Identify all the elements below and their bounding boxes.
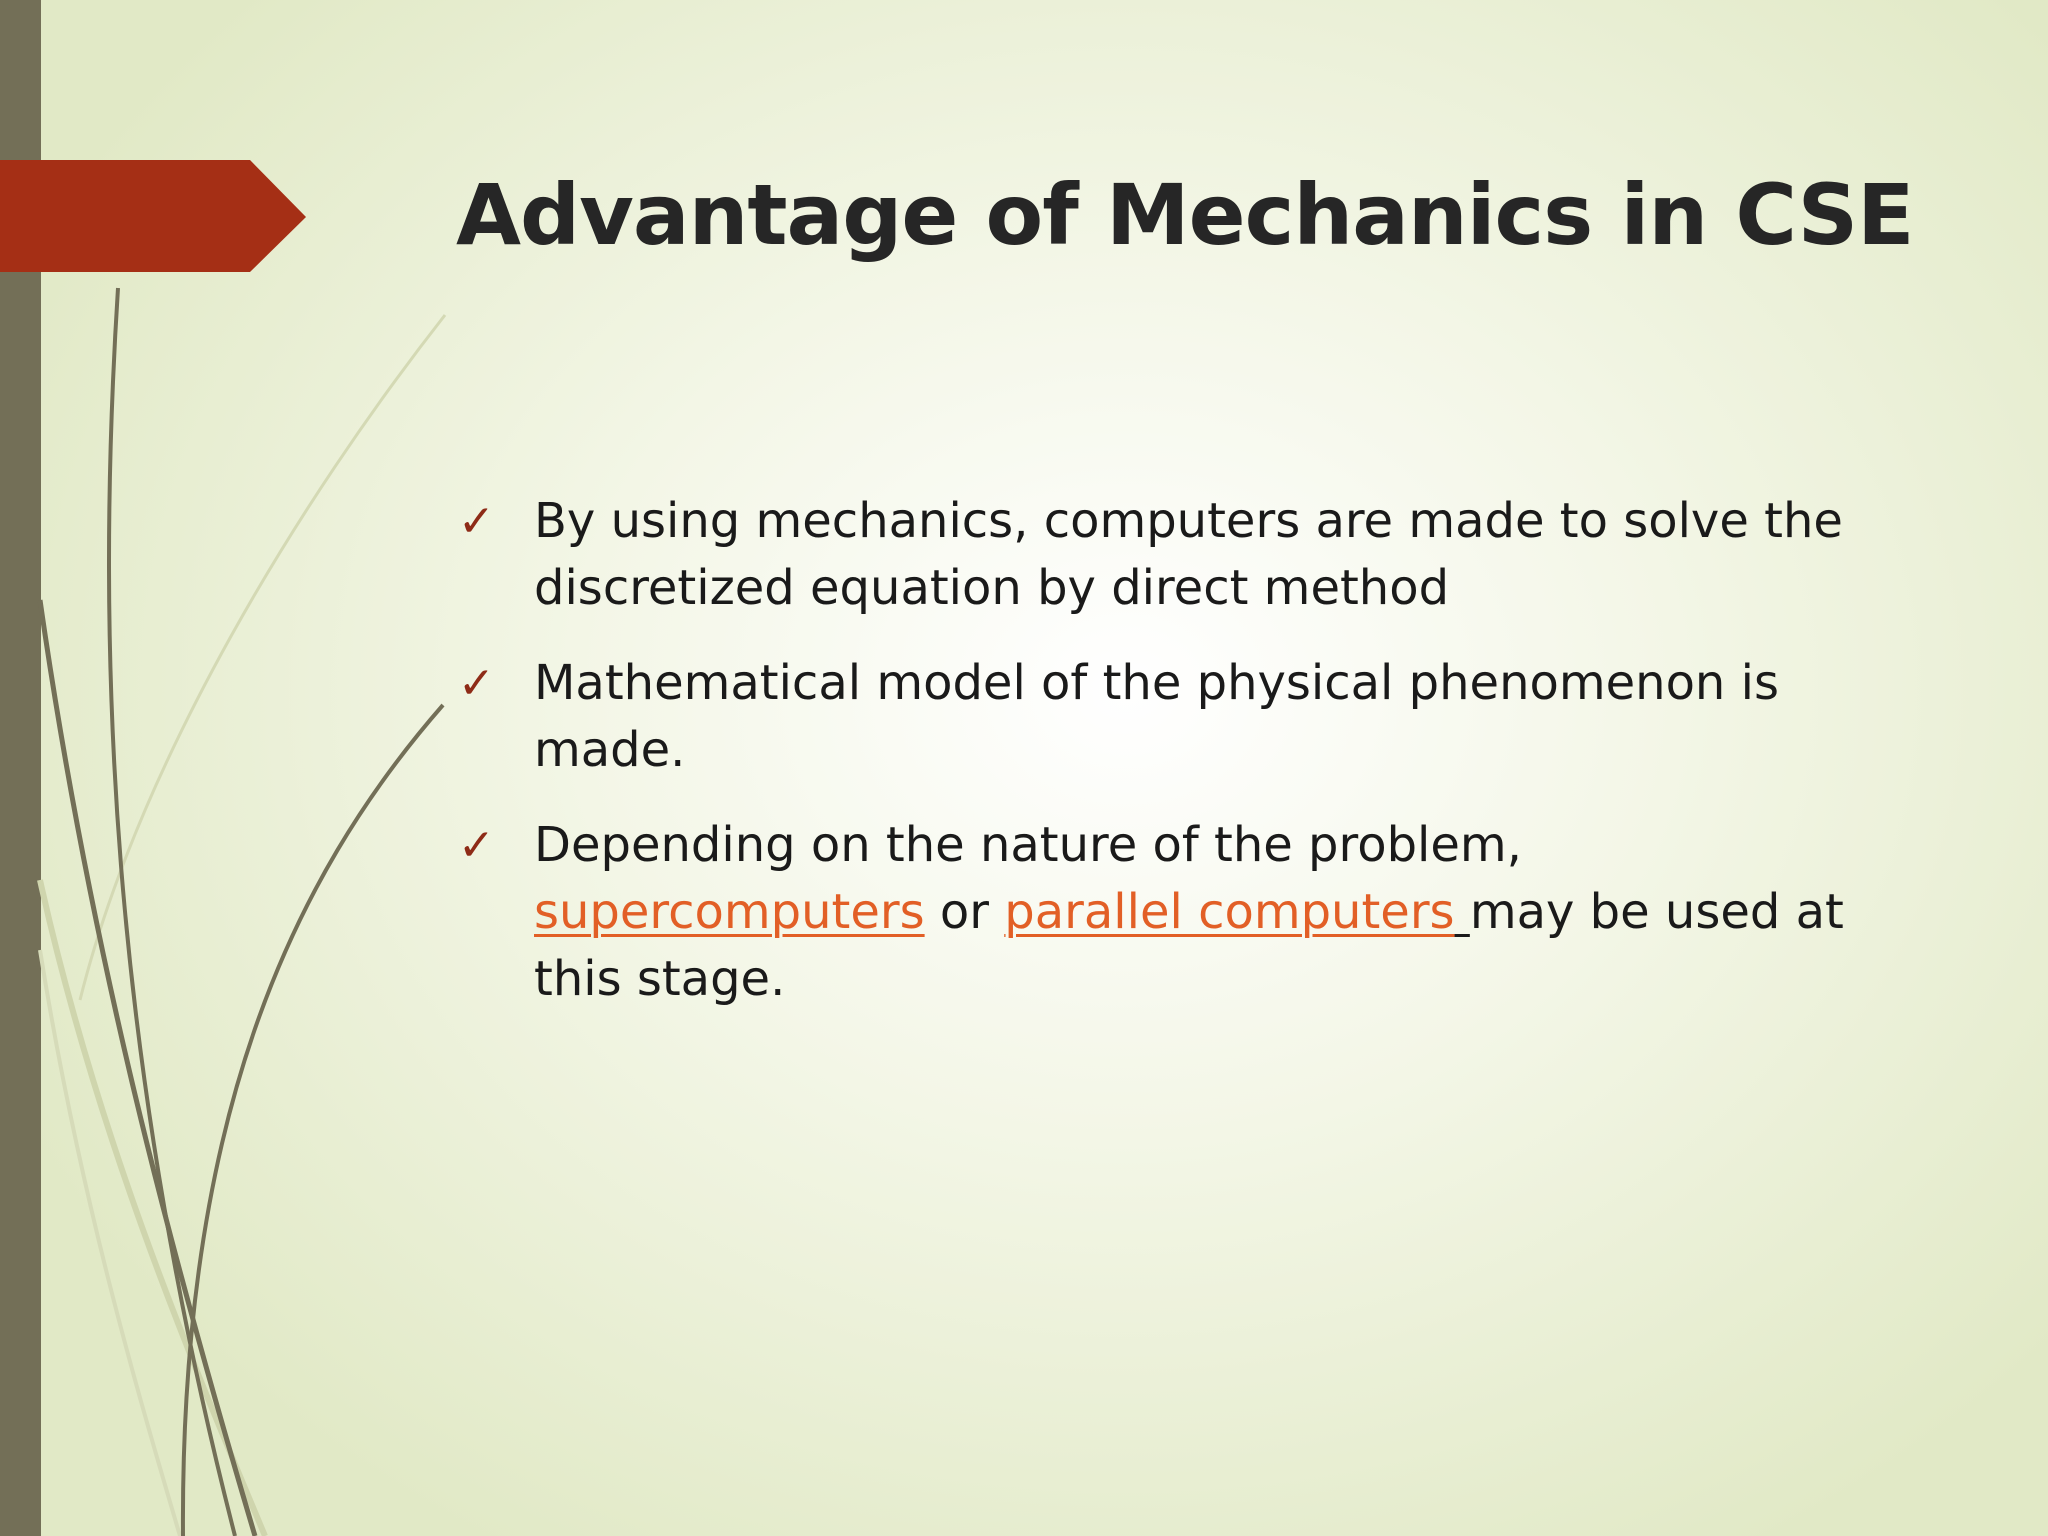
- checkmark-icon: ✓: [458, 658, 495, 709]
- supercomputers-link[interactable]: supercomputers: [534, 884, 925, 940]
- bullet-text: Mathematical model of the physical phenomenon is made.: [534, 655, 1779, 778]
- bullet-text-after: may be used at this stage.: [534, 884, 1844, 1007]
- arrow-banner: [0, 160, 306, 272]
- bullet-item: [456, 650, 1896, 784]
- slide-title: Advantage of Mechanics in CSE: [456, 166, 1914, 264]
- bullet-item: [456, 812, 1896, 1013]
- bullet-text-before: Depending on the nature of the problem,: [534, 817, 1522, 873]
- underlined-space: [1455, 884, 1470, 940]
- bullet-text-middle: or: [924, 884, 1005, 940]
- decorative-strand: [183, 705, 443, 1536]
- background-strand: [80, 315, 445, 1000]
- bullet-item: [456, 488, 1896, 622]
- bullet-text: By using mechanics, computers are made to solve the discretized equation by direct method: [534, 493, 1843, 616]
- background-strand: [40, 950, 180, 1536]
- decorative-strand: [40, 600, 255, 1536]
- parallel-computers-link[interactable]: parallel computers: [1004, 884, 1455, 940]
- bullet-list: [456, 488, 1896, 1041]
- checkmark-icon: ✓: [458, 496, 495, 547]
- bullet-text: [534, 817, 1844, 1007]
- checkmark-icon: ✓: [458, 820, 495, 871]
